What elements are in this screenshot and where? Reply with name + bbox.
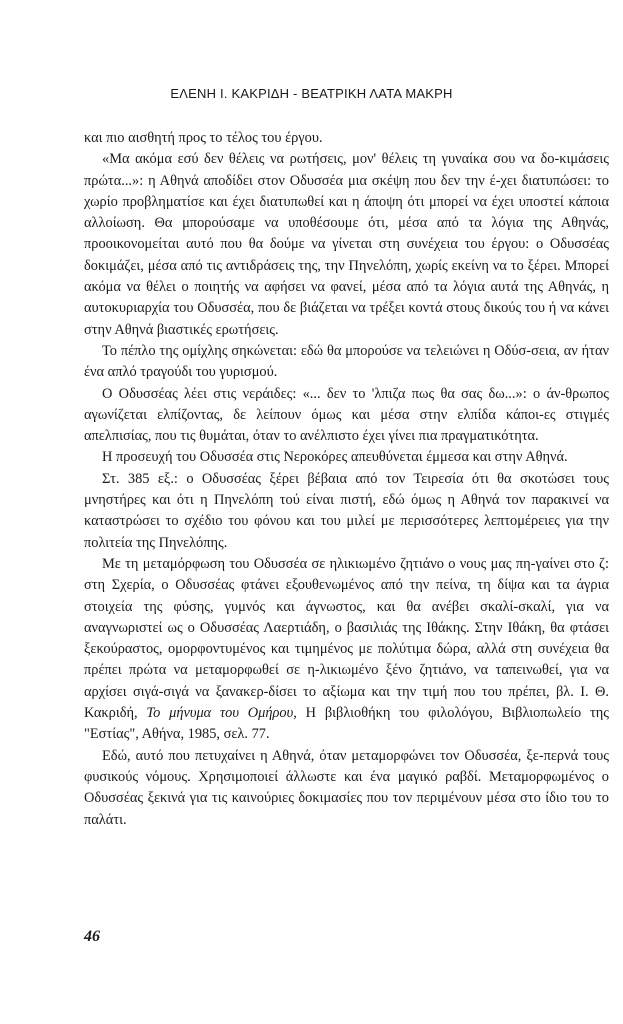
paragraph: Το πέπλο της ομίχλης σηκώνεται: εδώ θα μπορούσε να τελειώνει η Οδύσ-σεια, αν ήταν ένα απλό τραγούδι του γυρισμού. (84, 342, 609, 381)
page-number: 46 (84, 928, 100, 945)
paragraph-text: Με τη μεταμόρφωση του Οδυσσέα σε ηλικιωμένο ζητιάνο ο νους μας πη-γαίνει στο ζ: στη Σχερία, ο Οδυσσέας φτάνει εξουθενωμένος από την πείνα, τη δίψα και τα άγρια στοιχεία της φύσης, γυμνός και άγνωστος, και θα ανέβει σκαλί-σκαλί, για να αναγνωριστεί ως ο Οδυσσέας Λαερτιάδη, ο βασιλιάς της Ιθάκης. Στην Ιθάκη, θα φτάσει ξεκούραστος, ομορφοντυμένος και τιμημένος με πολύτιμα δώρα, αλλά στη συνέχεια θα πρέπει πρώτα να μεταμορφωθεί σε η-λικιωμένο ξένο ζητιάνο, να ταπεινωθεί, για να αρχίσει σιγά-σιγά να ξανακερ-δίσει το αξίωμα και την τιμή που του πρέπει, βλ. Ι. Θ. Κακριδή, (84, 555, 609, 722)
paragraph-with-citation (84, 554, 609, 746)
citation-details: , Η βιβλιοθήκη του φιλολόγου, Βιβλιοπωλείο της "Εστίας", Αθήνα, 1985, σελ. 77. (84, 705, 609, 743)
paragraph: Η προσευχή του Οδυσσέα στις Νεροκόρες απευθύνεται έμμεσα και στην Αθηνά. (102, 449, 568, 466)
body-text (84, 128, 609, 831)
paragraph: «Μα ακόμα εσύ δεν θέλεις να ρωτήσεις, μον' θέλεις τη γυναίκα σου να δο-κιμάσεις πρώτα...»: η Αθηνά αποδίδει στον Οδυσσέα μια σκέψη που δεν την έ-χει διατυπώσει: το χωρίο προβληματίσε και έχει διατυπωθεί και η άποψη ότι μπορεί να έχει υποστεί κάποια αλλοίωση. Θα μπορούσαμε να υποθέσουμε ότι, μέσα από τα λόγια της Αθηνάς, προοικονομείται αυτό που θα δούμε να γίνεται στη συνέχεια του έργου: ο Οδυσσέας δοκιμάζει, μέσα από τις αντιδράσεις της, την Πηνελόπη, χωρίς εκείνη να το ξέρει. Μπορεί ακόμα να θέλει ο ποιητής να αφήσει να φανεί, μέσα από τα λόγια αυτά της Αθηνάς, η αυτοκυριαρχία του Οδυσσέα, που δε βιάζεται να τρέξει κοντά στους δικούς του ή να κάνει στην Αθηνά βιαστικές ερωτήσεις. (84, 151, 609, 338)
running-head: ΕΛΕΝΗ Ι. ΚΑΚΡΙΔΗ - ΒΕΑΤΡΙΚΗ ΛΑΤΑ ΜΑΚΡΗ (170, 86, 453, 101)
paragraph: Εδώ, αυτό που πετυχαίνει η Αθηνά, όταν μεταμορφώνει τον Οδυσσέα, ξε-περνά τους φυσικούς νόμους. Χρησιμοποιεί άλλωστε και ένα μαγικό ραβδί. Μεταμορφωμένος ο Οδυσσέας ξεκινά για τις καινούριες δοκιμασίες που τον περιμένουν μέσα στο ίδιο του το παλάτι. (84, 747, 609, 828)
paragraph: και πιο αισθητή προς το τέλος του έργου. (84, 130, 323, 146)
paragraph: Ο Οδυσσέας λέει στις νεράιδες: «... δεν το 'λπιζα πως θα σας δω...»: ο άν-θρωπος αγωνίζεται ελπίζοντας, δε λείπουν όμως και μέσα στην ελπίδα κάποι-ες στιγμές απελπισίας, που τις θυμάται, όταν το ανέλπιστο έχει γίνει πια πραγματικότητα. (84, 385, 609, 445)
paragraph: Στ. 385 εξ.: ο Οδυσσέας ξέρει βέβαια από τον Τειρεσία ότι θα σκοτώσει τους μνηστήρες και ότι η Πηνελόπη τού είναι πιστή, εδώ όμως η Αθηνά τον παρακινεί να καταστρώσει το σχέδιο του φόνου και του μιλεί με περισσότερες λεπτομέρειες για την πολιτεία της Πηνελόπης. (84, 470, 609, 551)
cited-book-title: Το μήνυμα του Ομήρου (146, 705, 294, 722)
